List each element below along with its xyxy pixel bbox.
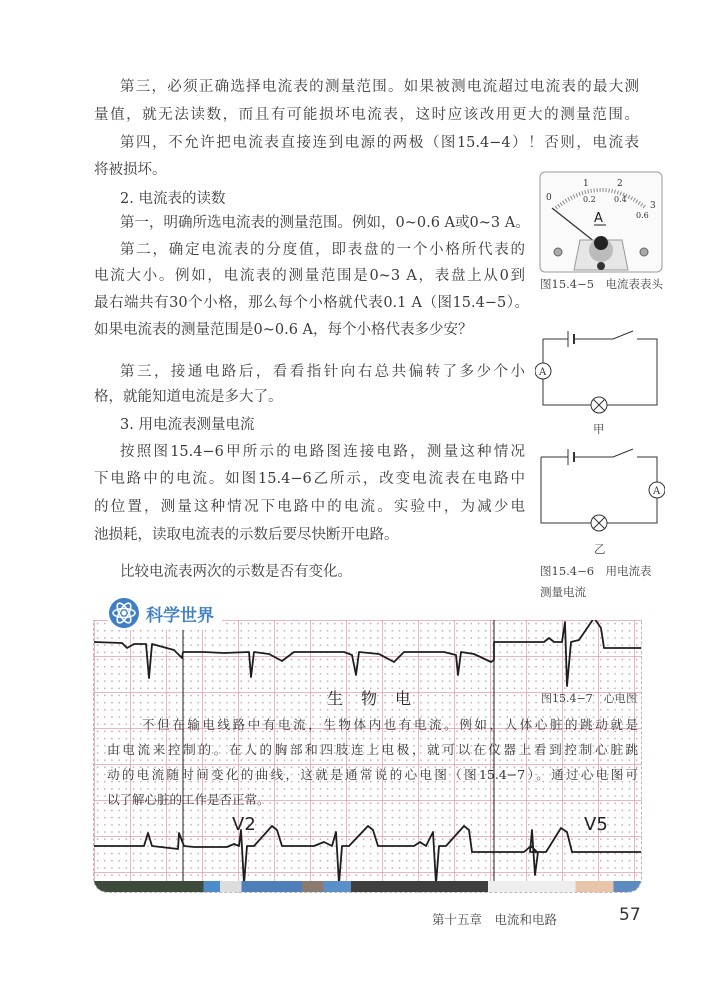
figure-caption: 测量电流 (540, 585, 586, 599)
paragraph-line: 比较电流表两次的示数是否有变化。 (120, 564, 352, 580)
paragraph-line: 将被损坏。 (94, 162, 167, 178)
scale-label: 3 (650, 201, 656, 211)
article-title: 生物电 (327, 689, 430, 708)
chapter-footer: 第十五章 电流和电路 (432, 912, 558, 927)
paragraph-line: 第三，必须正确选择电流表的测量范围。如果被测电流超过电流表的最大测 (120, 79, 639, 95)
paragraph-line: 第四，不允许把电流表直接连到电源的两极（图15.4−4）！否则，电流表 (120, 135, 639, 151)
paragraph-line: 量值，就无法读数，而且有可能损坏电流表，这时应该改用更大的测量范围。 (94, 107, 639, 123)
paragraph-line: 下电路中的电流。如图15.4−6乙所示，改变电流表在电路中 (94, 471, 525, 487)
article-line: 由电流来控制的。在人的胸部和四肢连上电极，就可以在仪器上看到控制心脏跳 (107, 742, 638, 757)
ecg-lead-label: V2 (232, 814, 256, 835)
scale-label: 0.4 (614, 195, 627, 204)
circuit-diagram-a (535, 325, 665, 415)
section-heading: 3. 用电流表测量电流 (120, 417, 255, 433)
figure-caption: 图15.4−6 用电流表 (540, 564, 652, 578)
scale-label: 1 (583, 179, 589, 189)
section-heading: 2. 电流表的读数 (120, 191, 226, 207)
ammeter-dial-figure (538, 170, 664, 274)
scale-label: 0.2 (583, 195, 596, 204)
ammeter-symbol: A (653, 486, 661, 497)
paragraph-line: 第三，接通电路后，看看指针向右总共偏转了多少个小 (120, 364, 525, 380)
photo-strip (94, 881, 641, 892)
paragraph-line: 第二，确定电流表的分度值，即表盘的一个小格所代表的 (120, 242, 525, 258)
paragraph-line: 的位置，测量这种情况下电路中的电流。实验中，为减少电 (94, 499, 525, 515)
science-world-header (108, 596, 222, 630)
article-line: 以了解心脏的工作是否正常。 (107, 792, 270, 807)
ecg-lead-label: V5 (584, 814, 608, 835)
scale-label: 0.6 (636, 211, 649, 220)
paragraph-line: 池损耗，读取电流表的示数后要尽快断开电路。 (94, 527, 399, 543)
page-number: 57 (619, 905, 641, 925)
circuit-label-a: 甲 (593, 422, 605, 436)
scale-label: 2 (617, 179, 623, 189)
article-line: 不但在输电线路中有电流，生物体内也有电流。例如，人体心脏的跳动就是 (142, 717, 638, 732)
ammeter-symbol: A (539, 367, 547, 378)
atom-icon (108, 597, 140, 629)
paragraph-line: 按照图15.4−6甲所示的电路图连接电路，测量这种情况 (120, 444, 525, 460)
paragraph-line: 第一，明确所选电流表的测量范围。例如，0~0.6 A或0~3 A。 (120, 215, 530, 231)
ecg-trace-bottom (94, 826, 641, 884)
circuit-diagram-b (535, 443, 665, 533)
figure-caption: 图15.4−5 电流表表头 (540, 277, 664, 291)
scale-label: 0 (546, 193, 552, 203)
circuit-label-b: 乙 (594, 542, 606, 556)
unit-label: A (594, 211, 603, 226)
science-world-title: 科学世界 (146, 605, 214, 626)
paragraph-line: 最右端共有30个小格，那么每个小格就代表0.1 A（图15.4−5）。 (94, 295, 529, 311)
paragraph-line: 如果电流表的测量范围是0~0.6 A，每个小格代表多少安？ (94, 322, 473, 338)
paragraph-line: 格，就能知道电流是多大了。 (94, 389, 283, 405)
article-line: 动的电流随时间变化的曲线，这就是通常说的心电图（图15.4−7）。通过心电图可 (107, 767, 638, 782)
paragraph-line: 电流大小。例如，电流表的测量范围是0~3 A，表盘上从0到 (94, 268, 525, 284)
figure-caption: 图15.4−7 心电图 (541, 692, 637, 705)
